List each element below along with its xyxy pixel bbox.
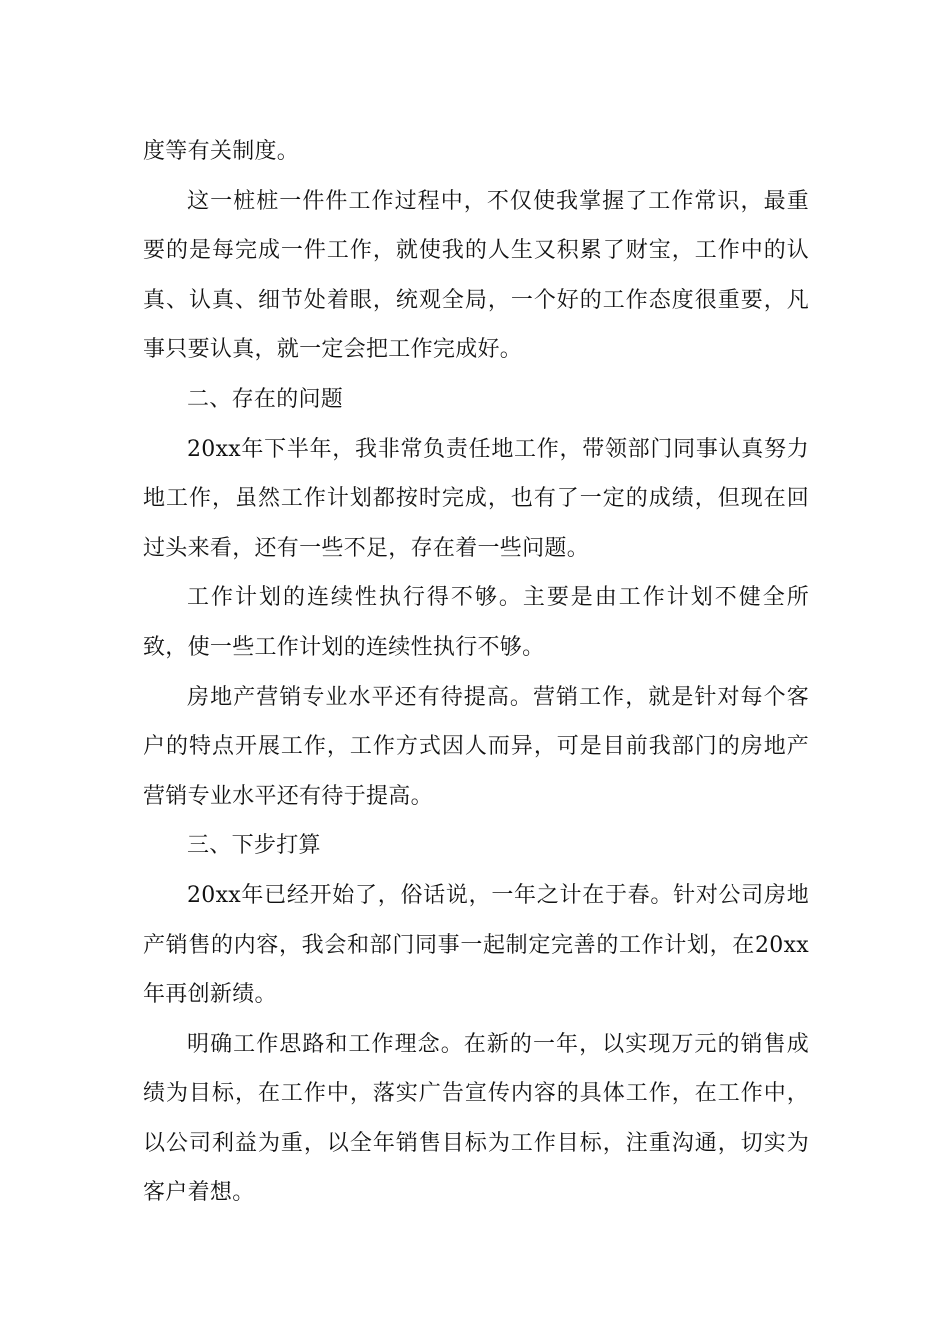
section-heading-next-steps: 三、下步打算 bbox=[187, 833, 321, 859]
paragraph-work-ideas: 明确工作思路和工作理念。在新的一年，以实现万元的销售成绩为目标，在工作中，落实广告宣传内容的具体工作，在工作中，以公司利益为重，以全年销售目标为工作目标，注重沟通，切实为客户着想。 bbox=[143, 1031, 809, 1206]
section-heading-problems: 二、存在的问题 bbox=[187, 386, 344, 412]
paragraph-marketing-skill: 房地产营销专业水平还有待提高。营销工作，就是针对每个客户的特点开展工作，工作方式因人而异，可是目前我部门的房地产营销专业水平还有待于提高。 bbox=[143, 684, 809, 809]
paragraph-plan-continuity: 工作计划的连续性执行得不够。主要是由工作计划不健全所致，使一些工作计划的连续性执行不够。 bbox=[143, 585, 809, 660]
paragraph-problems-intro: 20xx年下半年，我非常负责任地工作，带领部门同事认真努力地工作，虽然工作计划都按时完成，也有了一定的成绩，但现在回过头来看，还有一些不足，存在着一些问题。 bbox=[143, 436, 809, 561]
document-body bbox=[143, 127, 809, 1218]
paragraph-work-summary: 这一桩桩一件件工作过程中，不仅使我掌握了工作常识，最重要的是每完成一件工作，就使我的人生又积累了财宝，工作中的认真、认真、细节处着眼，统观全局，一个好的工作态度很重要，凡事只要认真，就一定会把工作完成好。 bbox=[143, 188, 809, 363]
paragraph-continuation: 度等有关制度。 bbox=[143, 139, 300, 164]
paragraph-next-year: 20xx年已经开始了，俗话说，一年之计在于春。针对公司房地产销售的内容，我会和部门同事一起制定完善的工作计划，在20xx年再创新绩。 bbox=[143, 882, 809, 1008]
